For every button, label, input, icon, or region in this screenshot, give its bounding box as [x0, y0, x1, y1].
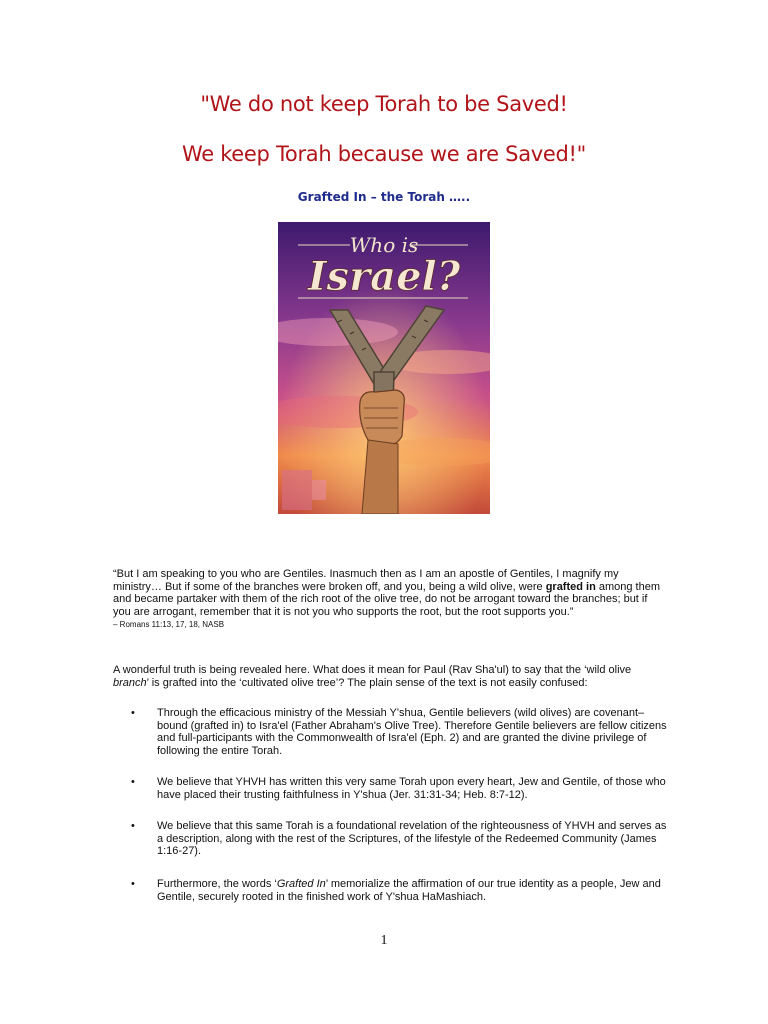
subtitle: Grafted In – the Torah …..	[297, 190, 471, 204]
page-number: 1	[380, 933, 388, 948]
bullet-4-before: Furthermore, the words ‘	[157, 878, 277, 890]
quote-text-after: among them and became partaker with them of the rich root of the olive tree, do not be arrogant toward the branches; but if you are arrogant, remember that it is not you who supports the root, but the root supports you.”	[113, 580, 661, 618]
intro-paragraph	[113, 664, 663, 690]
quote-citation: – Romans 11:13, 17, 18, NASB	[113, 620, 225, 629]
bullet-item-4	[157, 878, 667, 903]
intro-part-2: ’ is grafted into the ‘cultivated olive tree’? The plain sense of the text is not easily confused:	[146, 677, 588, 689]
scripture-quote	[113, 568, 663, 631]
bullet-item-3: We believe that this same Torah is a foundational revelation of the righteousness of YHVH and serves as a description, along with the rest of the Scriptures, of the lifestyle of the Redeemed Community (James 1:16-27).	[157, 820, 667, 857]
quote-bold-phrase: grafted in	[545, 580, 596, 593]
title-line-2: We keep Torah because we are Saved!"	[181, 142, 587, 166]
bullet-glyph-4: •	[131, 878, 135, 890]
intro-part-1: A wonderful truth is being revealed here. What does it mean for Paul (Rav Sha'ul) to say that the ‘wild olive	[113, 664, 632, 676]
bullet-glyph-3: •	[131, 820, 135, 832]
bullet-4-after: ’ memorialize the affirmation of our true identity as a people, Jew and Gentile, securely rooted in the finished work of Y'shua HaMashiach.	[157, 878, 661, 903]
bullet-4-italic: Grafted In	[276, 878, 326, 890]
cover-heading-large: Israel?	[307, 253, 461, 300]
book-cover-image	[278, 222, 490, 514]
quote-text-before: “But I am speaking to you who are Gentiles. Inasmuch then as I am an apostle of Gentiles, I magnify my ministry… But if some of the branches were broken off, and you, being a wild olive, were	[113, 568, 619, 593]
cover-heading-small: Who is	[349, 233, 419, 257]
intro-italic: branch	[113, 677, 147, 689]
bullet-item-2: We believe that YHVH has written this very same Torah upon every heart, Jew and Gentile, of those who have placed their trusting faithfulness in Y'shua (Jer. 31:31-34; Heb. 8:7-12).	[157, 776, 666, 801]
bullet-glyph-2: •	[131, 776, 135, 788]
title-line-1: "We do not keep Torah to be Saved!	[200, 92, 568, 116]
bullet-glyph-1: •	[131, 707, 135, 719]
bullet-item-1: Through the efficacious ministry of the Messiah Y'shua, Gentile believers (wild olives) are covenant–bound (grafted in) to Isra'el (Father Abraham's Olive Tree). Therefore Gentile believers are fellow citizens and full-participants with the Commonwealth of Isra'el (Eph. 2) and are granted the divine privilege of following the entire Torah.	[157, 707, 667, 757]
